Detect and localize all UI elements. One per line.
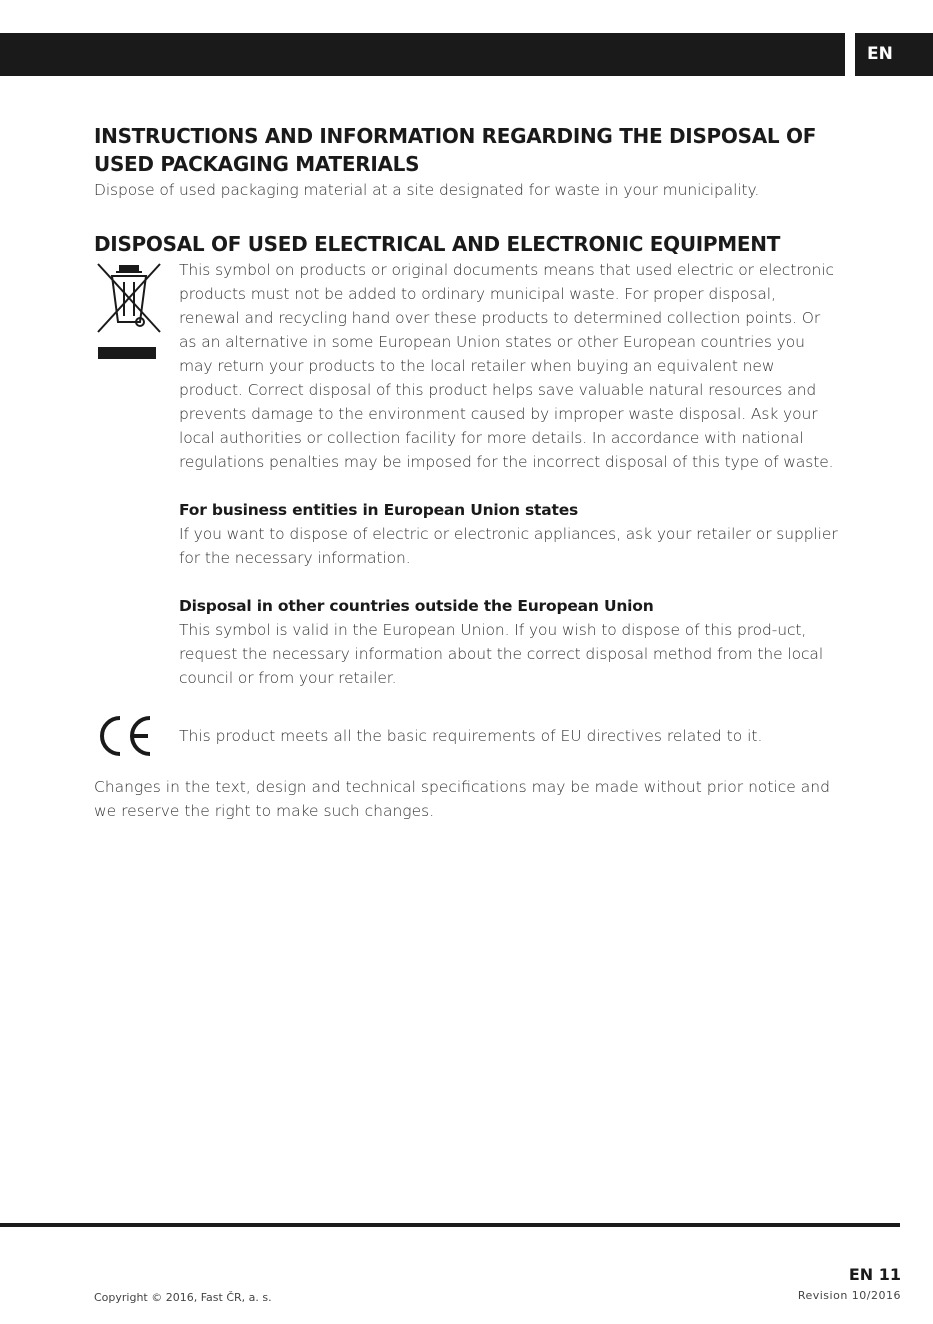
page-content	[94, 122, 839, 823]
packaging-title: INSTRUCTIONS AND INFORMATION REGARDING THE DISPOSAL OF USED PACKAGING MATERIALS	[94, 124, 817, 176]
copyright-text: Copyright © 2016, Fast ČR, a. s.	[94, 1291, 272, 1304]
weee-text: This symbol on products or original documents means that used electric or electronic products must not be added to ordinary municipal waste. For proper disposal, renewal and recycling hand over these products to determined collection points. Or as an alternative in some European Union states or other European countries you may return your products to the local retailer when buying an equivalent new product. Correct disposal of this product helps save valuable natural resources and prevents damage to the environment caused by improper waste disposal. Ask your local authorities or collection facility for more details. In accordance with national regulations penalties may be imposed for the incorrect disposal of this type of waste.	[179, 261, 834, 471]
ce-text: This product meets all the basic requirements of EU directives related to it.	[179, 727, 763, 745]
weee-section	[94, 258, 839, 690]
business-text: If you want to dispose of electric or electronic appliances, ask your retailer or supplier for the necessary information.	[179, 525, 838, 567]
page-number: EN 11	[848, 1265, 901, 1284]
ce-mark-icon	[96, 715, 154, 757]
weee-title: DISPOSAL OF USED ELECTRICAL AND ELECTRONIC EQUIPMENT	[94, 232, 781, 256]
ce-section	[94, 715, 839, 775]
language-tab: EN	[855, 33, 933, 76]
outside-eu-section	[179, 594, 839, 690]
footer-rule	[0, 1223, 900, 1227]
business-title: For business entities in European Union states	[179, 501, 579, 519]
crossed-out-wheelie-bin-icon	[94, 260, 164, 364]
outside-eu-title: Disposal in other countries outside the European Union	[179, 597, 654, 615]
header-bar	[0, 33, 845, 76]
business-section	[179, 498, 839, 570]
packaging-text: Dispose of used packaging material at a site designated for waste in your municipality.	[94, 181, 760, 199]
revision-text: Revision 10/2016	[797, 1289, 901, 1302]
changes-notice: Changes in the text, design and technical specifications may be made without prior notice and we reserve the right to make such changes.	[94, 778, 830, 820]
outside-eu-text: This symbol is valid in the European Union. If you wish to dispose of this prod-uct, request the necessary information about the correct disposal method from the local council or from your retailer.	[179, 621, 824, 687]
